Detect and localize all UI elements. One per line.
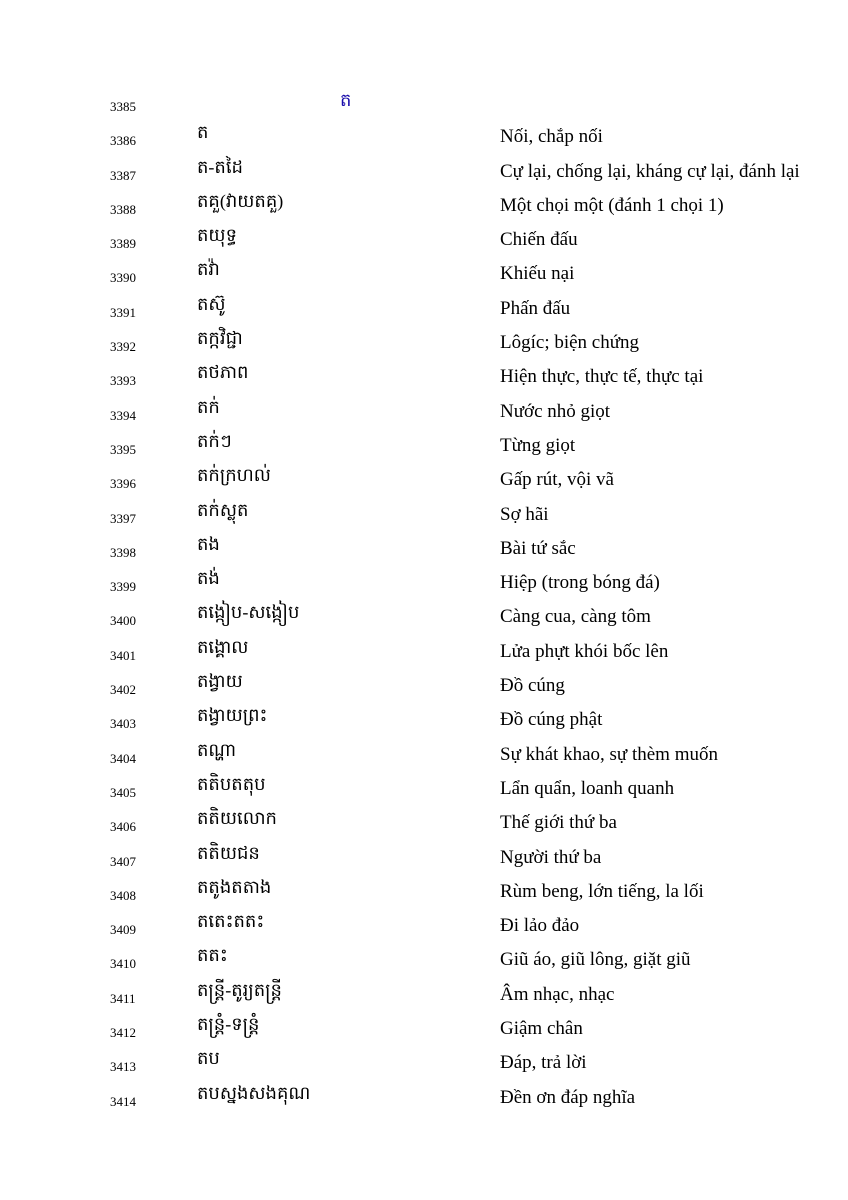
line-number: 3412 — [110, 1025, 136, 1041]
entry-list — [0, 86, 848, 1115]
entry-row — [0, 806, 848, 840]
khmer-term: តន្ត្រី-តូរ្យតន្ត្រី — [197, 979, 282, 1000]
line-number: 3411 — [110, 990, 136, 1006]
khmer-term: តង្វាយព្រះ — [197, 705, 268, 726]
line-number: 3401 — [110, 647, 136, 663]
entry-row — [0, 875, 848, 909]
khmer-term: ត — [197, 122, 209, 143]
vietnamese-meaning: Hiện thực, thực tế, thực tại — [500, 366, 704, 388]
line-number: 3407 — [110, 853, 136, 869]
entry-row — [0, 978, 848, 1012]
entry-row — [0, 429, 848, 463]
line-number: 3403 — [110, 716, 136, 732]
entry-row — [0, 635, 848, 669]
khmer-term: តណ្ហា — [197, 739, 237, 760]
line-number: 3394 — [110, 407, 136, 423]
khmer-term: តតះ — [197, 945, 228, 966]
vietnamese-meaning: Đáp, trả lời — [500, 1052, 587, 1074]
vietnamese-meaning: Rùm beng, lớn tiếng, la lối — [500, 880, 704, 902]
entry-row — [0, 841, 848, 875]
entry-row — [0, 703, 848, 737]
line-number: 3391 — [110, 304, 136, 320]
line-number: 3398 — [110, 544, 136, 560]
entry-row — [0, 1012, 848, 1046]
line-number: 3402 — [110, 682, 136, 698]
entry-row — [0, 1046, 848, 1080]
khmer-term: តង្វាយ — [197, 671, 243, 692]
vietnamese-meaning: Bài tứ sắc — [500, 537, 576, 559]
khmer-term: តន្ត្រំ-ទន្ត្រំ — [197, 1014, 260, 1035]
khmer-term: តតិបតតុប — [197, 773, 266, 794]
vietnamese-meaning: Nước nhỏ giọt — [500, 400, 611, 422]
entry-row — [0, 738, 848, 772]
line-number: 3404 — [110, 750, 136, 766]
entry-row — [0, 600, 848, 634]
khmer-term: តក់ក្រហល់ — [197, 465, 271, 486]
vietnamese-meaning: Giũ áo, giũ lông, giặt giũ — [500, 949, 691, 971]
khmer-term: តថភាព — [197, 362, 249, 383]
khmer-term: តក់ស្លុត — [197, 499, 249, 520]
vietnamese-meaning: Sợ hãi — [500, 503, 549, 525]
entry-row — [0, 155, 848, 189]
vietnamese-meaning: Giậm chân — [500, 1018, 583, 1040]
section-header-row — [0, 86, 848, 120]
entry-row — [0, 943, 848, 977]
khmer-term: តក់ — [197, 396, 220, 417]
entry-row — [0, 1081, 848, 1115]
khmer-term: តស៊ូ — [197, 293, 226, 314]
line-number: 3389 — [110, 236, 136, 252]
vietnamese-meaning: Đền ơn đáp nghĩa — [500, 1086, 636, 1108]
entry-row — [0, 292, 848, 326]
line-number: 3400 — [110, 613, 136, 629]
khmer-term: តវ៉ា — [197, 259, 220, 280]
line-number: 3396 — [110, 476, 136, 492]
vietnamese-meaning: Một chọi một (đánh 1 chọi 1) — [500, 194, 724, 216]
khmer-term: តតេះតតះ — [197, 911, 265, 932]
vietnamese-meaning: Nối, chắp nối — [500, 126, 603, 148]
line-number: 3395 — [110, 441, 136, 457]
khmer-term: តប — [197, 1048, 220, 1069]
line-number: 3393 — [110, 373, 136, 389]
khmer-term: តង្គោល — [197, 636, 249, 657]
line-number: 3399 — [110, 579, 136, 595]
line-number: 3408 — [110, 887, 136, 903]
khmer-term: តង្កៀប-សង្កៀប — [197, 602, 300, 623]
vietnamese-meaning: Sự khát khao, sự thèm muốn — [500, 743, 718, 765]
khmer-term: តបស្នងសងគុណ — [197, 1082, 311, 1103]
vietnamese-meaning: Lẩn quẩn, loanh quanh — [500, 777, 675, 799]
entry-row — [0, 395, 848, 429]
line-number: 3414 — [110, 1093, 136, 1109]
entry-row — [0, 669, 848, 703]
khmer-term: តតិយលោក — [197, 808, 277, 829]
line-number: 3386 — [110, 133, 136, 149]
line-number: 3392 — [110, 339, 136, 355]
line-number: 3387 — [110, 167, 136, 183]
line-number: 3388 — [110, 201, 136, 217]
vietnamese-meaning: Phấn đấu — [500, 297, 571, 319]
entry-row — [0, 566, 848, 600]
line-number: 3406 — [110, 819, 136, 835]
line-number: 3390 — [110, 270, 136, 286]
khmer-term: ត-តដៃ — [197, 156, 243, 177]
khmer-term: តយុទ្ធ — [197, 225, 237, 246]
entry-row — [0, 326, 848, 360]
vietnamese-meaning: Càng cua, càng tôm — [500, 606, 651, 628]
entry-row — [0, 189, 848, 223]
entry-row — [0, 120, 848, 154]
vietnamese-meaning: Cự lại, chống lại, kháng cự lại, đánh lại — [500, 160, 800, 182]
vietnamese-meaning: Người thứ ba — [500, 846, 602, 868]
vietnamese-meaning: Thế giới thứ ba — [500, 812, 617, 834]
entry-row — [0, 498, 848, 532]
vietnamese-meaning: Đi lảo đảo — [500, 915, 580, 937]
vietnamese-meaning: Lôgíc; biện chứng — [500, 332, 640, 354]
khmer-term: តក្កវិជ្ជា — [197, 328, 243, 349]
vietnamese-meaning: Lửa phựt khói bốc lên — [500, 640, 669, 662]
line-number: 3405 — [110, 784, 136, 800]
section-letter: ត — [340, 90, 352, 110]
line-number: 3410 — [110, 956, 136, 972]
vietnamese-meaning: Đồ cúng — [500, 675, 565, 697]
entry-row — [0, 257, 848, 291]
entry-row — [0, 532, 848, 566]
line-number: 3385 — [110, 99, 136, 114]
vietnamese-meaning: Hiệp (trong bóng đá) — [500, 572, 660, 594]
line-number: 3413 — [110, 1059, 136, 1075]
vietnamese-meaning: Đồ cúng phật — [500, 709, 603, 731]
entry-row — [0, 909, 848, 943]
khmer-term: តក់ៗ — [197, 430, 232, 451]
entry-row — [0, 463, 848, 497]
line-number: 3409 — [110, 922, 136, 938]
entry-row — [0, 223, 848, 257]
vietnamese-meaning: Âm nhạc, nhạc — [500, 983, 615, 1005]
entry-row — [0, 772, 848, 806]
vietnamese-meaning: Gấp rút, vội vã — [500, 469, 614, 491]
entry-row — [0, 360, 848, 394]
line-number: 3397 — [110, 510, 136, 526]
khmer-term: តង — [197, 533, 220, 554]
khmer-term: តង់ — [197, 568, 220, 589]
khmer-term: តគួ(វាយតគួ) — [197, 190, 284, 211]
vietnamese-meaning: Từng giọt — [500, 434, 576, 456]
khmer-term: តតិយជន — [197, 842, 260, 863]
khmer-term: តតូងតតាង — [197, 876, 272, 897]
vietnamese-meaning: Khiếu nại — [500, 263, 575, 285]
vietnamese-meaning: Chiến đấu — [500, 229, 578, 251]
